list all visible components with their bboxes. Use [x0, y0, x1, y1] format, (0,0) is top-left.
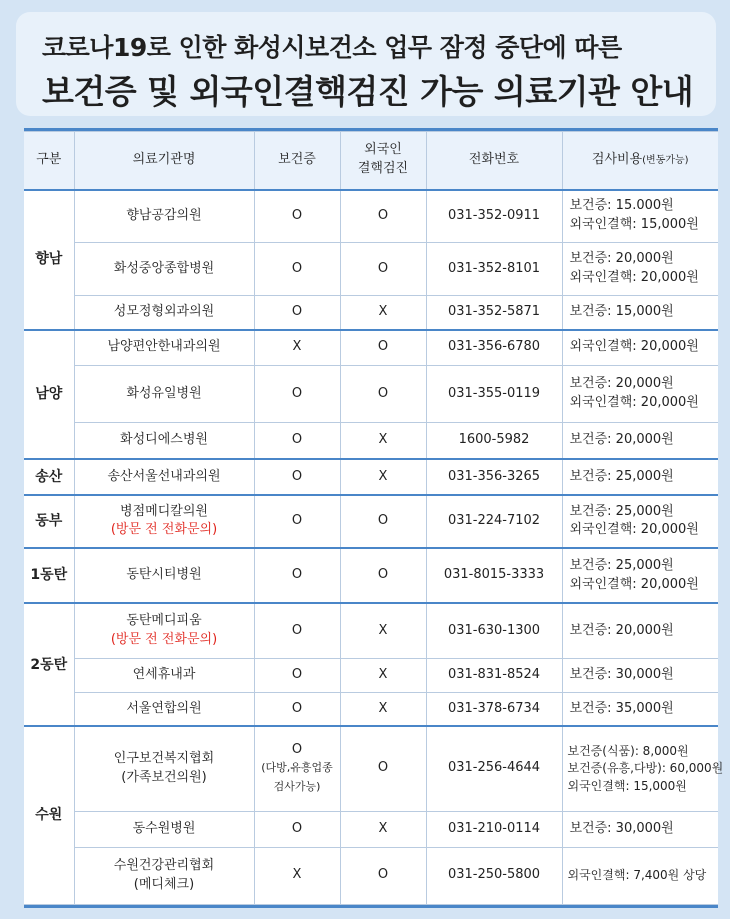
cost-cell — [562, 366, 718, 423]
phone-number: 031-352-0911 — [426, 190, 562, 243]
health-cert-status: X — [254, 330, 340, 366]
cost-cell — [562, 243, 718, 296]
tb-status: O — [340, 847, 426, 904]
table-row — [24, 423, 718, 459]
health-cert-status: O — [254, 243, 340, 296]
clinic-table — [24, 131, 724, 905]
phone-number: 031-256-4644 — [426, 726, 562, 811]
tb-status: O — [340, 726, 426, 811]
cost-cell — [562, 296, 718, 330]
tb-status: O — [340, 366, 426, 423]
cost-line: 외국인결핵: 15,000원 — [567, 778, 687, 793]
col-header-region: 구분 — [24, 132, 74, 190]
table-row — [24, 296, 718, 330]
health-cert-status: O — [254, 366, 340, 423]
health-cert-status: O — [254, 423, 340, 459]
clinic-name: 동수원병원 — [74, 811, 254, 847]
region-cell: 1동탄 — [24, 548, 74, 603]
table-row — [24, 459, 718, 495]
cost-line: 보건증: 25,000원 — [569, 557, 674, 573]
health-cert-status: O — [254, 459, 340, 495]
clinic-name: 향남공감의원 — [74, 190, 254, 243]
col-header-cost-note: (변동가능) — [642, 154, 689, 166]
table-row — [24, 330, 718, 366]
table-row — [24, 603, 718, 658]
col-header-phone: 전화번호 — [426, 132, 562, 190]
health-cert-status: O — [254, 548, 340, 603]
cost-line: 보건증: 15,000원 — [569, 303, 674, 319]
cost-line: 보건증: 25,000원 — [569, 468, 674, 484]
cost-cell — [562, 459, 718, 495]
cost-line: 보건증: 20,000원 — [569, 251, 674, 267]
cost-line: 외국인결핵: 15,000원 — [569, 217, 699, 233]
table-row — [24, 811, 718, 847]
cost-cell — [562, 548, 718, 603]
phone-number: 1600-5982 — [426, 423, 562, 459]
tb-status: X — [340, 423, 426, 459]
col-header-tb-line1: 외국인 — [364, 142, 402, 158]
cost-line: 보건증(유흥,다방): 60,000원 — [567, 761, 724, 776]
region-cell: 수원 — [24, 726, 74, 904]
cost-line: 외국인결핵: 20,000원 — [569, 339, 699, 355]
clinic-name: 화성중앙종합병원 — [74, 243, 254, 296]
phone-number: 031-356-6780 — [426, 330, 562, 366]
tb-status: X — [340, 811, 426, 847]
clinic-name-cell — [74, 726, 254, 811]
region-cell: 송산 — [24, 459, 74, 495]
health-cert-note: 검사가능) — [273, 780, 321, 794]
cost-line: 보건증: 30,000원 — [569, 666, 674, 682]
table-row — [24, 495, 718, 548]
clinic-name: 화성유일병원 — [74, 366, 254, 423]
cost-cell — [562, 847, 718, 904]
health-cert-status: X — [254, 847, 340, 904]
tb-status: O — [340, 495, 426, 548]
tb-status: X — [340, 658, 426, 692]
call-ahead-note: (방문 전 전화문의) — [110, 631, 218, 647]
call-ahead-note: (방문 전 전화문의) — [110, 522, 218, 538]
clinic-name: 수원건강관리협회 — [113, 857, 215, 873]
cost-cell — [562, 811, 718, 847]
health-cert-note: (다방,유흥업종 — [261, 761, 333, 775]
col-header-tb — [340, 132, 426, 190]
cost-cell — [562, 330, 718, 366]
table-row — [24, 658, 718, 692]
tb-status: X — [340, 296, 426, 330]
col-header-cost-label: 검사비용 — [591, 151, 643, 167]
tb-status: O — [340, 190, 426, 243]
health-cert-cell — [254, 726, 340, 811]
table-row — [24, 548, 718, 603]
health-cert-status: O — [254, 190, 340, 243]
cost-line: 보건증: 35,000원 — [569, 700, 674, 716]
cost-line: 보건증: 20,000원 — [569, 376, 674, 392]
clinic-name: 인구보건복지협회 — [113, 751, 215, 767]
phone-number: 031-250-5800 — [426, 847, 562, 904]
phone-number: 031-356-3265 — [426, 459, 562, 495]
clinic-name: 병점메디칼의원 — [120, 503, 208, 519]
clinic-subname: (메디체크) — [133, 876, 195, 892]
health-cert-status: O — [254, 603, 340, 658]
table-row — [24, 243, 718, 296]
tb-status: X — [340, 603, 426, 658]
cost-cell — [562, 190, 718, 243]
table-row — [24, 692, 718, 726]
cost-cell — [562, 692, 718, 726]
table-row — [24, 366, 718, 423]
region-cell: 2동탄 — [24, 603, 74, 726]
region-cell: 남양 — [24, 330, 74, 459]
phone-number: 031-831-8524 — [426, 658, 562, 692]
tb-status: O — [340, 243, 426, 296]
clinic-name: 화성디에스병원 — [74, 423, 254, 459]
cost-cell — [562, 603, 718, 658]
clinic-subname: (가족보건의원) — [121, 769, 207, 785]
phone-number: 031-378-6734 — [426, 692, 562, 726]
region-cell: 동부 — [24, 495, 74, 548]
cost-line: 보건증: 25,000원 — [569, 503, 674, 519]
region-cell: 향남 — [24, 190, 74, 330]
cost-cell — [562, 658, 718, 692]
cost-line: 외국인결핵: 20,000원 — [569, 576, 699, 592]
cost-line: 외국인결핵: 7,400원 상당 — [567, 868, 707, 883]
health-cert-status: O — [254, 811, 340, 847]
phone-number: 031-210-0114 — [426, 811, 562, 847]
cost-line: 외국인결핵: 20,000원 — [569, 270, 699, 286]
table-row — [24, 726, 718, 811]
phone-number: 031-224-7102 — [426, 495, 562, 548]
cost-line: 외국인결핵: 20,000원 — [569, 522, 699, 538]
col-header-tb-line2: 결핵검진 — [357, 161, 409, 177]
phone-number: 031-8015-3333 — [426, 548, 562, 603]
tb-status: O — [340, 330, 426, 366]
tb-status: O — [340, 548, 426, 603]
col-header-cost — [562, 132, 718, 190]
title-heading: 보건증 및 외국인결핵검진 가능 의료기관 안내 — [42, 72, 694, 111]
cost-line: 외국인결핵: 20,000원 — [569, 395, 699, 411]
clinic-table-container — [24, 128, 724, 908]
phone-number: 031-352-5871 — [426, 296, 562, 330]
cost-line: 보건증: 30,000원 — [569, 820, 674, 836]
cost-line: 보건증: 20,000원 — [569, 432, 674, 448]
cost-line: 보건증(식품): 8,000원 — [567, 743, 689, 758]
cost-cell — [562, 423, 718, 459]
title-subheading: 코로나19로 인한 화성시보건소 업무 잠정 중단에 따른 — [42, 33, 622, 62]
health-cert-status: O — [254, 692, 340, 726]
clinic-name: 동탄메디피움 — [126, 613, 202, 629]
clinic-name-cell — [74, 495, 254, 548]
table-row — [24, 847, 718, 904]
clinic-name-cell — [74, 603, 254, 658]
title-banner — [16, 12, 716, 116]
tb-status: X — [340, 692, 426, 726]
health-cert-status: O — [254, 658, 340, 692]
clinic-name-cell — [74, 847, 254, 904]
clinic-name: 송산서울선내과의원 — [74, 459, 254, 495]
cost-cell — [562, 726, 724, 811]
cost-line: 보건증: 15.000원 — [569, 198, 674, 214]
table-header-row — [24, 132, 718, 190]
table-row — [24, 190, 718, 243]
phone-number: 031-352-8101 — [426, 243, 562, 296]
tb-status: X — [340, 459, 426, 495]
phone-number: 031-630-1300 — [426, 603, 562, 658]
clinic-name: 동탄시티병원 — [74, 548, 254, 603]
cost-line: 보건증: 20,000원 — [569, 622, 674, 638]
health-cert-status: O — [254, 495, 340, 548]
col-header-name: 의료기관명 — [74, 132, 254, 190]
clinic-name: 성모정형외과의원 — [74, 296, 254, 330]
clinic-name: 연세휴내과 — [74, 658, 254, 692]
health-cert-status: O — [254, 296, 340, 330]
col-header-health-cert: 보건증 — [254, 132, 340, 190]
clinic-name: 서울연합의원 — [74, 692, 254, 726]
cost-cell — [562, 495, 718, 548]
phone-number: 031-355-0119 — [426, 366, 562, 423]
health-cert-status: O — [291, 741, 303, 757]
clinic-name: 남양편안한내과의원 — [74, 330, 254, 366]
